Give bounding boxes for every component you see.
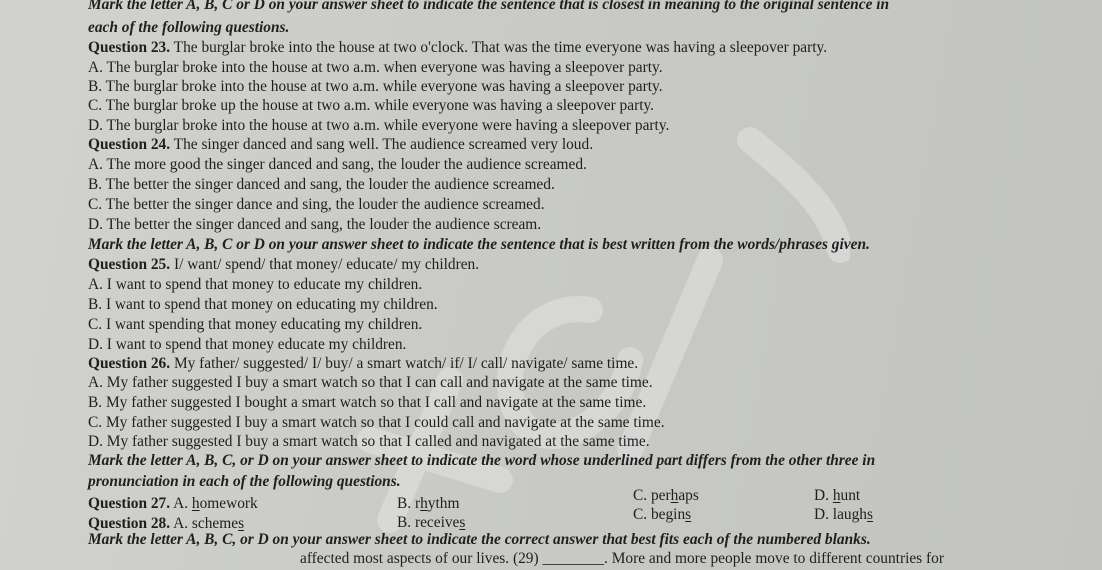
q27-d-underlined: h bbox=[832, 487, 841, 504]
section1-instruction-cont: each of the following questions. bbox=[88, 19, 290, 36]
q26-option-c: C. My father suggested I buy a smart watch so that I could call and navigate at the same time. bbox=[88, 414, 665, 431]
question-23 bbox=[88, 38, 827, 57]
question-27-label: Question 27. bbox=[88, 495, 171, 512]
section3-instruction: Mark the letter A, B, C, or D on your answer sheet to indicate the word whose underlined part differs from the other three in bbox=[88, 452, 876, 469]
passage-line bbox=[300, 549, 944, 568]
q27-a-post: omework bbox=[199, 495, 258, 512]
q25-option-c: C. I want spending that money educating my children. bbox=[88, 316, 423, 333]
q27-d-post: unt bbox=[840, 487, 861, 504]
question-28-option-c bbox=[633, 505, 691, 524]
q28-c-pre: C. begin bbox=[633, 506, 686, 523]
q27-c-post: aps bbox=[678, 487, 699, 504]
q28-d-underlined: s bbox=[867, 506, 874, 523]
q27-b-pre: B. r bbox=[397, 495, 421, 512]
q28-c-underlined: s bbox=[685, 506, 692, 523]
question-26-label: Question 26. bbox=[88, 355, 171, 372]
question-27-option-c bbox=[633, 486, 699, 505]
question-28-option-d bbox=[814, 505, 873, 524]
q24-option-d: D. The better the singer danced and sang, the louder the audience scream. bbox=[88, 216, 542, 233]
q27-a-pre: A. bbox=[170, 495, 192, 512]
q28-b-pre: B. receive bbox=[397, 514, 460, 531]
q28-d-pre: D. laugh bbox=[814, 506, 868, 523]
question-23-text: The burglar broke into the house at two o'clock. That was the time everyone was having a sleepover party. bbox=[170, 39, 828, 56]
q23-option-d: D. The burglar broke into the house at two a.m. while everyone were having a sleepover party. bbox=[88, 117, 670, 134]
q27-a-underlined: h bbox=[191, 495, 200, 512]
q27-b-underlined: h bbox=[420, 495, 428, 512]
q24-option-a: A. The more good the singer danced and sang, the louder the audience screamed. bbox=[88, 156, 587, 173]
q28-a-underlined: s bbox=[238, 515, 245, 532]
q25-option-a: A. I want to spend that money to educate my children. bbox=[88, 276, 423, 293]
q23-option-c: C. The burglar broke up the house at two a.m. while everyone was having a sleepover party. bbox=[88, 97, 655, 114]
q24-option-b: B. The better the singer danced and sang, the louder the audience screamed. bbox=[88, 176, 555, 193]
question-25-label: Question 25. bbox=[88, 256, 171, 273]
q28-a-pre: A. scheme bbox=[170, 515, 239, 532]
q23-option-b: B. The burglar broke into the house at two a.m. while everyone was having a sleepover party. bbox=[88, 78, 663, 95]
section4-instruction: Mark the letter A, B, C, or D on your answer sheet to indicate the correct answer that best fits each of the numbered blanks. bbox=[88, 531, 871, 548]
q23-option-a: A. The burglar broke into the house at two a.m. when everyone was having a sleepover party. bbox=[88, 59, 663, 76]
question-25-text: I/ want/ spend/ that money/ educate/ my children. bbox=[170, 256, 480, 273]
question-26-text: My father/ suggested/ I/ buy/ a smart watch/ if/ I/ call/ navigate/ same time. bbox=[170, 355, 639, 372]
question-23-label: Question 23. bbox=[88, 39, 171, 56]
q26-option-b: B. My father suggested I bought a smart watch so that I call and navigate at the same time. bbox=[88, 394, 647, 411]
section2-instruction: Mark the letter A, B, C or D on your answer sheet to indicate the sentence that is best written from the words/phrases given. bbox=[88, 236, 870, 253]
q27-c-underlined: h bbox=[670, 487, 679, 504]
q24-option-c: C. The better the singer dance and sing, the louder the audience screamed. bbox=[88, 196, 545, 213]
section3-instruction-cont: pronunciation in each of the following questions. bbox=[88, 473, 401, 490]
q25-option-b: B. I want to spend that money on educating my children. bbox=[88, 296, 438, 313]
question-24-text: The singer danced and sang well. The audience screamed very loud. bbox=[170, 136, 594, 153]
question-27-option-a bbox=[88, 494, 258, 513]
q27-d-pre: D. bbox=[814, 487, 833, 504]
section1-instruction: Mark the letter A, B, C or D on your answer sheet to indicate the sentence that is closest in meaning to the original sentence in bbox=[88, 0, 890, 13]
q27-b-post: ythm bbox=[427, 495, 460, 512]
passage-start: affected most aspects of our lives. (29) bbox=[300, 550, 543, 567]
question-27-option-b bbox=[397, 494, 459, 513]
q26-option-d: D. My father suggested I buy a smart watch so that I called and navigated at the same time. bbox=[88, 433, 650, 450]
q25-option-d: D. I want to spend that money educate my children. bbox=[88, 336, 407, 353]
question-28-label: Question 28. bbox=[88, 515, 171, 532]
q28-b-underlined: s bbox=[459, 514, 466, 531]
question-25 bbox=[88, 255, 479, 274]
passage-end: . More and more people move to different countries for bbox=[604, 550, 944, 567]
q26-option-a: A. My father suggested I buy a smart watch so that I can call and navigate at the same time. bbox=[88, 374, 653, 391]
q27-c-pre: C. per bbox=[633, 487, 671, 504]
blank-29: ________ bbox=[542, 550, 605, 567]
question-24-label: Question 24. bbox=[88, 136, 171, 153]
question-27-option-d bbox=[814, 486, 860, 505]
question-24 bbox=[88, 135, 593, 154]
question-26 bbox=[88, 354, 638, 373]
